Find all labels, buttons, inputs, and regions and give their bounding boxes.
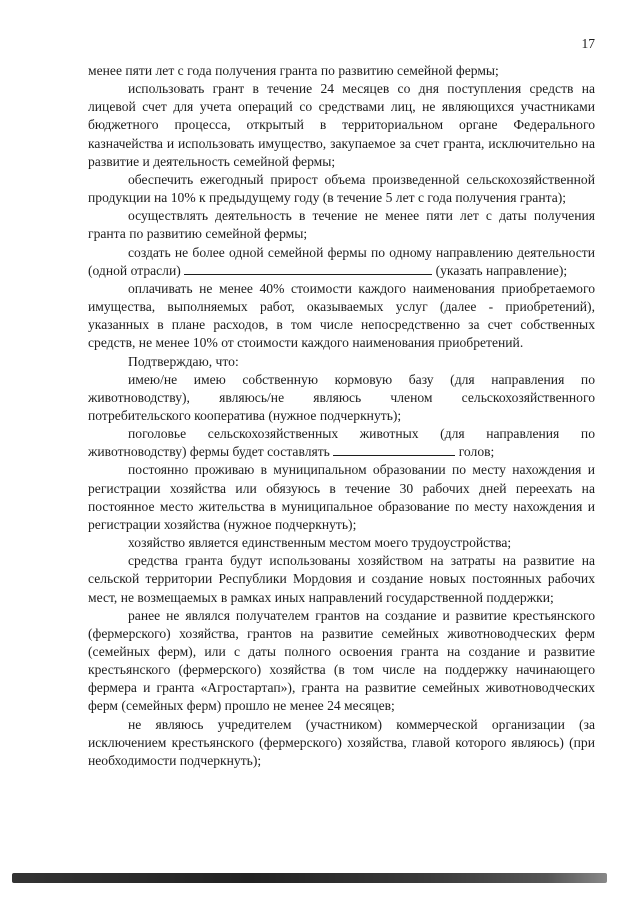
- paragraph: осуществлять деятельность в течение не менее пяти лет с даты получения гранта по развитию семейной фермы;: [88, 208, 595, 242]
- paragraph-farm-direction: [88, 244, 595, 280]
- paragraph: средства гранта будут использованы хозяйством на затраты на развитие на сельской территории Республики Мордовия и создание новых постоянных рабочих мест, не возмещаемых в рамках иных направлений государственной поддержки;: [88, 553, 595, 605]
- document-body: [88, 62, 595, 770]
- paragraph-text: голов;: [458, 444, 495, 460]
- paragraph: хозяйство является единственным местом моего трудоустройства;: [128, 535, 512, 551]
- paragraph: имею/не имею собственную кормовую базу (для направления по животноводству), являюсь/не являюсь членом сельскохозяйственного потребительского кооператива (нужное подчеркнуть);: [88, 371, 595, 423]
- paragraph-text: создать не более одной семейной фермы по одному направлению деятельности (одной отрасли): [88, 244, 595, 278]
- paragraph: менее пяти лет с года получения гранта по развитию семейной фермы;: [88, 63, 499, 78]
- paragraph: ранее не являлся получателем грантов на создание и развитие крестьянского (фермерского) хозяйства, грантов на развитие семейных животноводческих ферм (семейных ферм), или с даты полного освоения гранта на создание и развитие крестьянского (фермерского) хозяйства (в том числе на поддержку начинающего фермера и гранта «Агростартап»), гранта на развитие семейных животноводческих ферм (семейных ферм) прошло не менее 24 месяцев;: [88, 607, 595, 714]
- page-number: 17: [581, 36, 595, 51]
- paragraph: оплачивать не менее 40% стоимости каждого наименования приобретаемого имущества, выполняемых работ, оказываемых услуг (далее - приобретений), указанных в плане расходов, в том числе непосредственно за счет собственных средств, не менее 10% от стоимости каждого наименования приобретений.: [88, 280, 595, 351]
- paragraph: постоянно проживаю в муниципальном образовании по месту нахождения и регистрации хозяйства или обязуюсь в течение 30 рабочих дней переехать на постоянное место жительства в муниципальное образование по месту нахождения и регистрации хозяйства (нужное подчеркнуть);: [88, 462, 595, 532]
- paragraph-text: поголовье сельскохозяйственных животных (для направления по животноводству) фермы будет составлять: [88, 426, 595, 460]
- paragraph: не являюсь учредителем (участником) коммерческой организации (за исключением крестьянского (фермерского) хозяйства, главой которого являюсь) (при необходимости подчеркнуть);: [88, 716, 595, 768]
- paragraph-livestock-count: [88, 425, 595, 461]
- paragraph-text: (указать направление);: [435, 262, 568, 278]
- scan-edge-bar: [12, 873, 607, 883]
- paragraph: обеспечить ежегодный прирост объема произведенной сельскохозяйственной продукции на 10% к предыдущему году (в течение 5 лет с года получения гранта);: [88, 171, 595, 206]
- paragraph: использовать грант в течение 24 месяцев со дня поступления средств на лицевой счет для учета операций со средствами лиц, не являющихся участниками бюджетного процесса, открытый в территориальном органе Федерального казначейства и использовать имущество, закупаемое за счет гранта, исключительно на развитие и деятельность семейной фермы;: [88, 81, 595, 169]
- direction-blank-field[interactable]: [184, 263, 432, 275]
- paragraph: Подтверждаю, что:: [128, 353, 239, 369]
- head-count-blank-field[interactable]: [333, 444, 455, 456]
